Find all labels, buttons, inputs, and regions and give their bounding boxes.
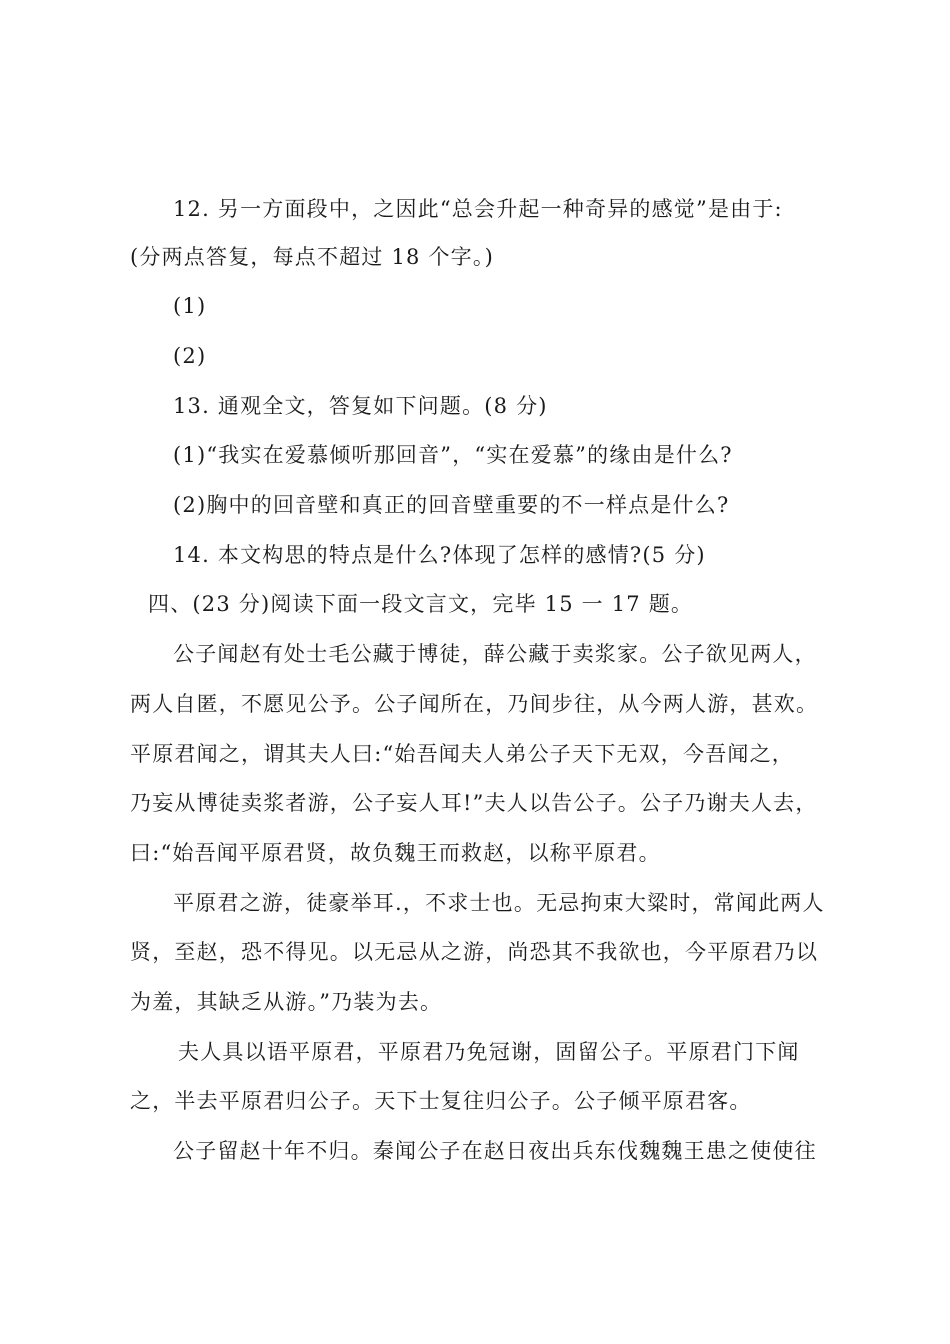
passage-p1-line-5: 曰:“始吾闻平原君贤，故负魏王而救赵，以称平原君。	[130, 841, 661, 865]
question-12-line-1: 12. 另一方面段中，之因此“总会升起一种奇异的感觉”是由于:	[173, 197, 783, 221]
passage-p3-line-2: 之，半去平原君归公子。天下士复往归公子。公子倾平原君客。	[130, 1089, 752, 1113]
question-12-line-2: (分两点答复，每点不超过 18 个字。)	[130, 245, 494, 269]
passage-p1-line-3: 平原君闻之，谓其夫人曰:“始吾闻夫人弟公子天下无双，今吾闻之，	[130, 742, 795, 766]
section-4-heading: 四、(23 分)阅读下面一段文言文，完毕 15 一 17 题。	[148, 592, 694, 616]
passage-p3-line-1: 夫人具以语平原君，平原君乃免冠谢，固留公子。平原君门下闻	[178, 1040, 800, 1064]
passage-p1-line-2: 两人自匿，不愿见公予。公子闻所在，乃间步往，从今两人游，甚欢。	[130, 692, 819, 716]
passage-p4-line-1: 公子留赵十年不归。秦闻公子在赵日夜出兵东伐魏魏王患之使使往	[173, 1139, 817, 1163]
question-13-item-2: (2)胸中的回音壁和真正的回音壁重要的不一样点是什么?	[173, 493, 730, 517]
question-13-item-1: (1)“我实在爱慕倾听那回音”，“实在爱慕”的缘由是什么?	[173, 443, 733, 467]
passage-p1-line-1: 公子闻赵有处士毛公藏于博徒，薛公藏于卖浆家。公子欲见两人，	[173, 642, 817, 666]
question-12-answer-2: (2)	[173, 344, 207, 368]
passage-p1-line-4: 乃妄从博徒卖浆者游，公子妄人耳!”夫人以告公子。公子乃谢夫人去，	[130, 791, 818, 815]
question-13: 13. 通观全文，答复如下问题。(8 分)	[173, 394, 548, 418]
question-14: 14. 本文构思的特点是什么?体现了怎样的感情?(5 分)	[173, 543, 706, 567]
question-12-answer-1: (1)	[173, 294, 207, 318]
passage-p2-line-1: 平原君之游，徒豪举耳.，不求士也。无忌拘束大粱时，常闻此两人	[173, 891, 825, 915]
passage-p2-line-3: 为羞，其缺乏从游。”乃装为去。	[130, 990, 443, 1014]
passage-p2-line-2: 贤，至赵，恐不得见。以无忌从之游，尚恐其不我欲也，今平原君乃以	[130, 940, 819, 964]
